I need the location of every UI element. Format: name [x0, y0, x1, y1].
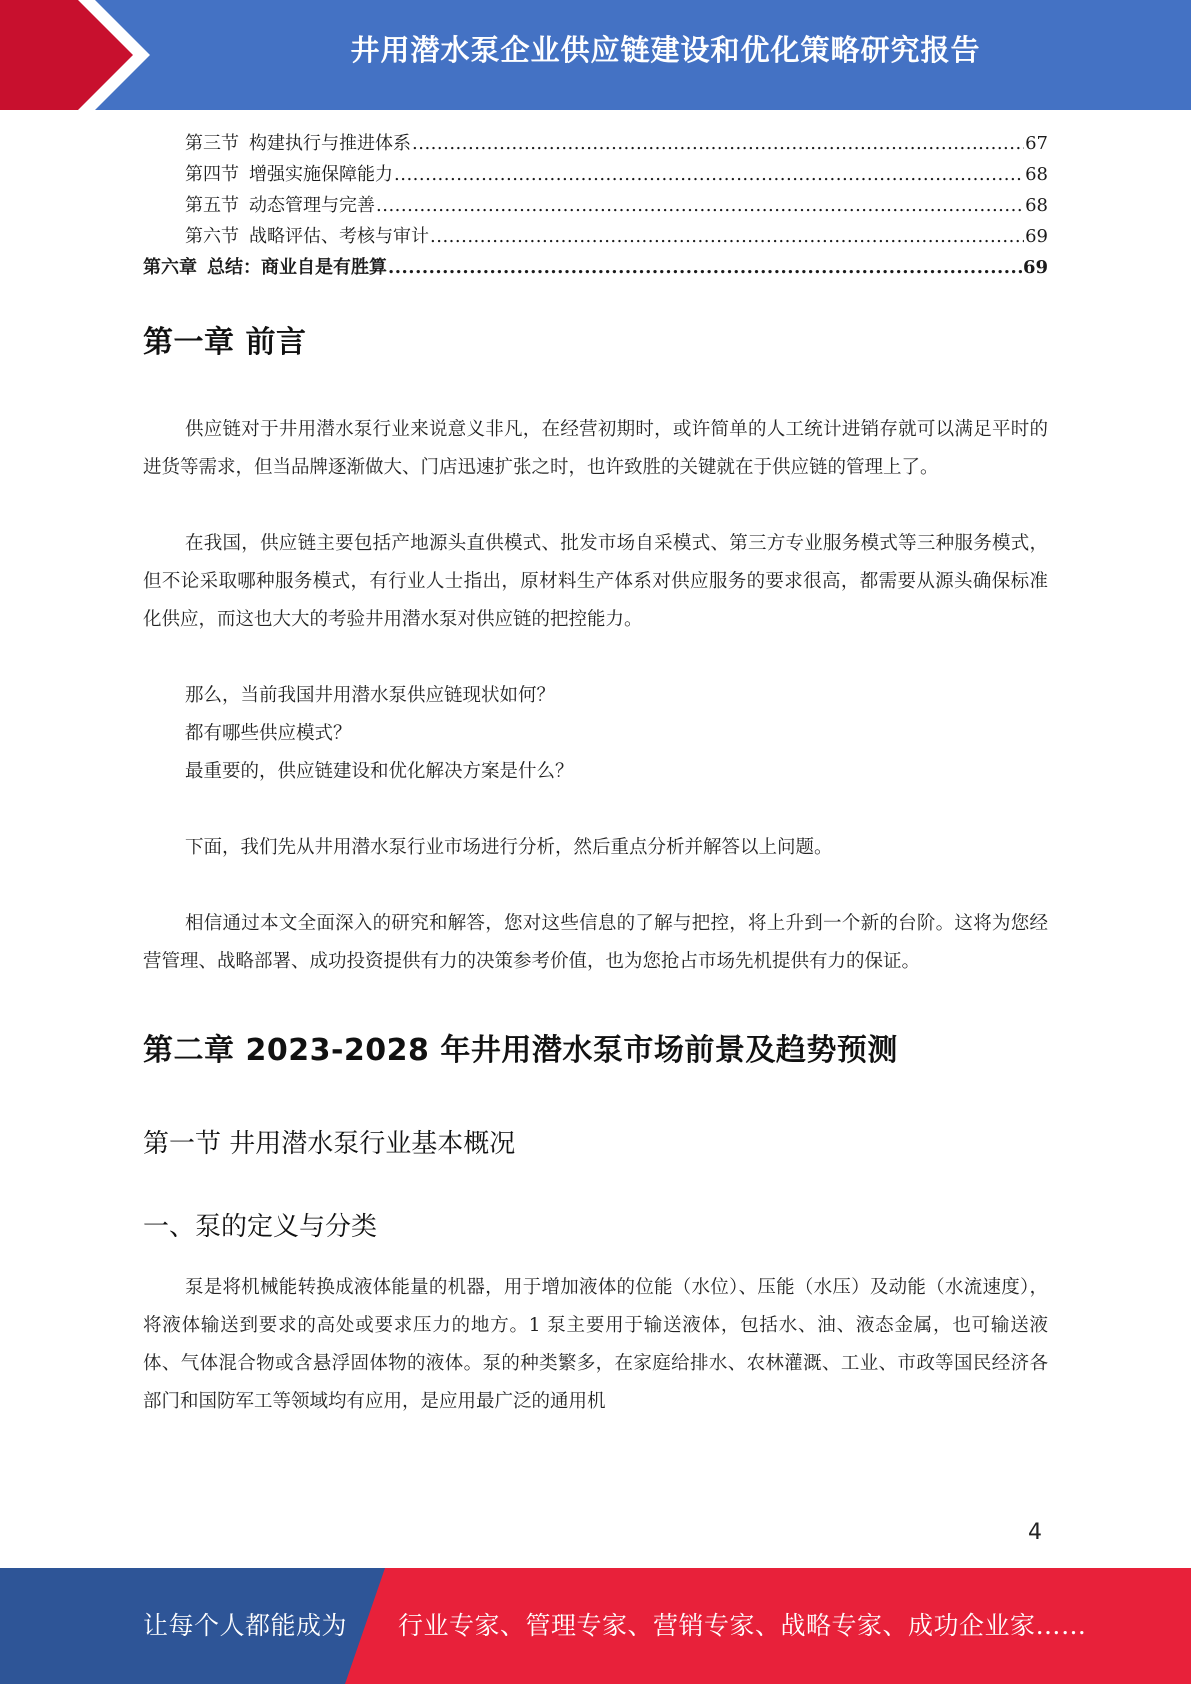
toc-entry-label: 构建执行与推进体系	[249, 133, 411, 154]
page-content	[143, 128, 1048, 1421]
toc-entry-page: 68	[1025, 164, 1048, 185]
chapter-2-paragraph-1: 泵是将机械能转换成液体能量的机器，用于增加液体的位能（水位）、压能（水压）及动能（水流速度），将液体输送到要求的高处或要求压力的地方。1 泵主要用于输送液体，包括水、油、液态金属，也可输送液体、气体混合物或含悬浮固体物的液体。泵的种类繁多，在家庭给排水、农林灌溉、工业、市政等国民经济各部门和国防军工等领域均有应用，是应用最广泛的通用机	[143, 1277, 1048, 1412]
page-header	[0, 0, 1191, 110]
footer-slogan-right: 行业专家、管理专家、营销专家、战略专家、成功企业家……	[398, 1611, 1087, 1640]
header-arrow-decoration	[0, 0, 150, 110]
toc-leader-dots	[412, 128, 1024, 159]
toc-entry-label: 战略评估、考核与审计	[249, 226, 429, 247]
question-item: 那么，当前我国井用潜水泵供应链现状如何？	[185, 685, 556, 706]
toc-leader-dots	[430, 221, 1024, 252]
chapter-1-title: 第一章 前言	[143, 325, 307, 360]
chapter-1-paragraph-1: 供应链对于井用潜水泵行业来说意义非凡，在经营初期时，或许简单的人工统计进销存就可以满足平时的进货等需求，但当品牌逐渐做大、门店迅速扩张之时，也许致胜的关键就在于供应链的管理上了。	[143, 419, 1048, 478]
toc-entry[interactable]	[143, 190, 1048, 221]
toc-entry-number: 第三节	[185, 133, 239, 154]
toc-entry-label: 增强实施保障能力	[249, 164, 393, 185]
question-item: 都有哪些供应模式？	[185, 723, 352, 744]
toc-entry-number: 第五节	[185, 195, 239, 216]
toc-entry-number: 第六章	[143, 257, 197, 278]
toc-entry[interactable]	[143, 159, 1048, 190]
page-number: 4	[1028, 1520, 1042, 1545]
chapter-1-paragraph-4: 相信通过本文全面深入的研究和解答，您对这些信息的了解与把控，将上升到一个新的台阶。这将为您经营管理、战略部署、成功投资提供有力的决策参考价值，也为您抢占市场先机提供有力的保证。	[143, 913, 1048, 972]
page-footer	[0, 1568, 1191, 1684]
question-list	[143, 677, 1048, 791]
toc-entry-chapter[interactable]	[143, 252, 1048, 283]
section-1-title: 第一节 井用潜水泵行业基本概况	[143, 1129, 516, 1159]
toc-entry-page: 68	[1025, 195, 1048, 216]
toc-entry-page: 69	[1025, 226, 1048, 247]
toc-entry-number: 第四节	[185, 164, 239, 185]
subsection-1-title: 一、泵的定义与分类	[143, 1212, 378, 1242]
chapter-1-paragraph-3: 下面，我们先从井用潜水泵行业市场进行分析，然后重点分析并解答以上问题。	[185, 837, 833, 858]
chapter-2-title: 第二章 2023-2028 年井用潜水泵市场前景及趋势预测	[143, 1033, 898, 1068]
toc-entry-page: 67	[1025, 133, 1048, 154]
header-title: 井用潜水泵企业供应链建设和优化策略研究报告	[350, 33, 981, 67]
toc-leader-dots	[394, 159, 1024, 190]
toc-entry-label: 动态管理与完善	[249, 195, 375, 216]
chapter-1-paragraph-2: 在我国，供应链主要包括产地源头直供模式、批发市场自采模式、第三方专业服务模式等三种服务模式，但不论采取哪种服务模式，有行业人士指出，原材料生产体系对供应服务的要求很高，都需要从源头确保标准化供应，而这也大大的考验井用潜水泵对供应链的把控能力。	[143, 533, 1048, 630]
table-of-contents	[143, 128, 1048, 283]
footer-slogan-left: 让每个人都能成为	[143, 1611, 348, 1640]
toc-leader-dots	[388, 252, 1022, 283]
toc-entry-label: 总结：商业自是有胜算	[207, 257, 387, 278]
toc-entry[interactable]	[143, 221, 1048, 252]
question-item: 最重要的，供应链建设和优化解决方案是什么？	[185, 761, 574, 782]
toc-leader-dots	[376, 190, 1024, 221]
toc-entry-page: 69	[1022, 257, 1048, 278]
toc-entry-number: 第六节	[185, 226, 239, 247]
toc-entry[interactable]	[143, 128, 1048, 159]
